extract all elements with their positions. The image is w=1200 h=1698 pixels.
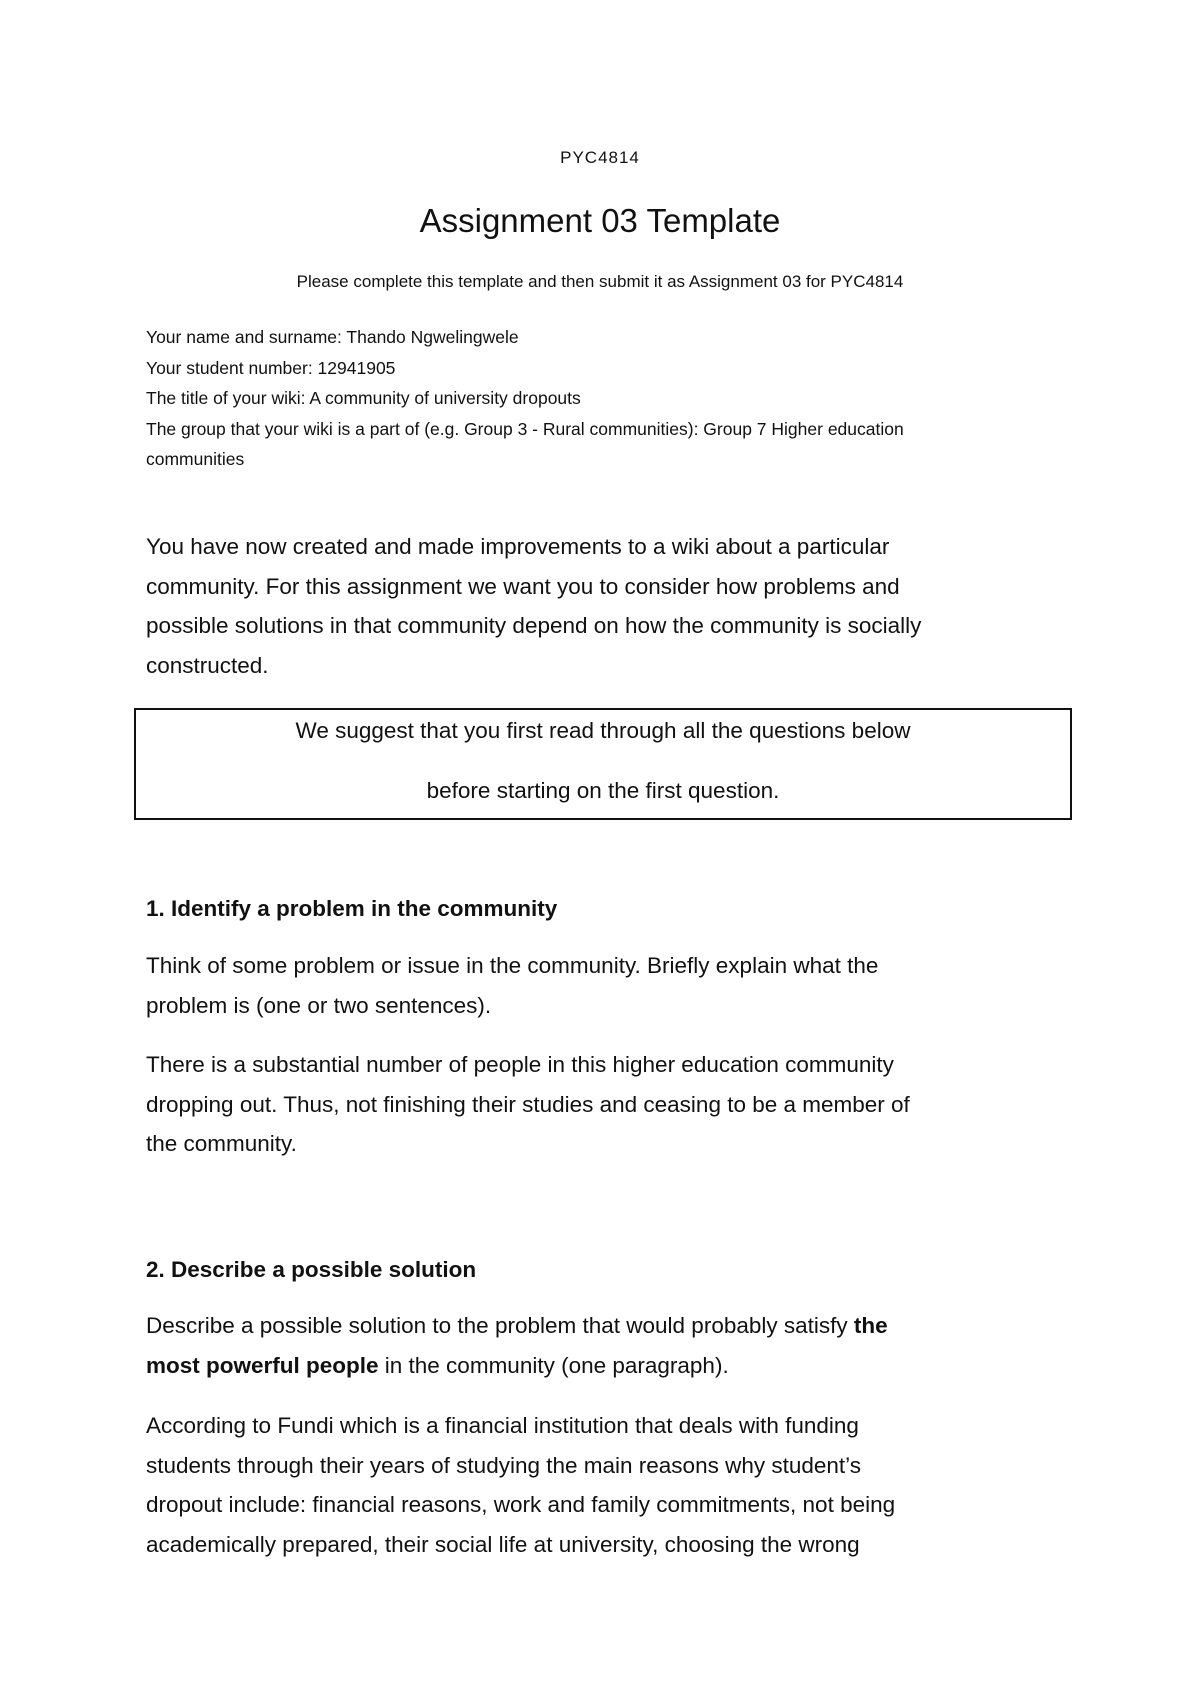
student-details — [146, 322, 1066, 475]
prompt-line: Think of some problem or issue in the community. Briefly explain what the — [146, 953, 879, 978]
name-line: Your name and surname: Thando Ngwelingwele — [146, 327, 519, 347]
prompt-line — [146, 1306, 1086, 1346]
intro-line: community. For this assignment we want you to consider how problems and — [146, 573, 900, 599]
answer-line: students through their years of studying the main reasons why student’s — [146, 1452, 861, 1478]
question-2-heading: 2. Describe a possible solution — [146, 1257, 477, 1282]
prompt-line: problem is (one or two sentences). — [146, 992, 492, 1018]
intro-paragraph — [146, 527, 1086, 685]
answer-line: There is a substantial number of people in this higher education community — [146, 1052, 894, 1077]
answer-line: academically prepared, their social life at university, choosing the wrong — [146, 1531, 860, 1557]
prompt-emphasis: the — [853, 1313, 888, 1338]
question-2-prompt — [146, 1306, 1086, 1385]
prompt-text: Describe a possible solution to the problem that would probably satisfy — [146, 1313, 854, 1338]
document-title: Assignment 03 Template — [419, 202, 781, 239]
intro-line: constructed. — [146, 652, 269, 678]
prompt-emphasis: most powerful people — [146, 1352, 379, 1378]
suggestion-line: before starting on the first question. — [426, 778, 780, 803]
question-1-prompt — [146, 946, 1086, 1025]
prompt-text: in the community (one paragraph). — [378, 1352, 729, 1378]
answer-line: dropping out. Thus, not finishing their studies and ceasing to be a member of — [146, 1091, 910, 1117]
answer-line: According to Fundi which is a financial institution that deals with funding — [146, 1413, 859, 1438]
question-2-answer — [146, 1406, 1086, 1564]
instruction-text: Please complete this template and then submit it as Assignment 03 for PYC4814 — [296, 272, 904, 291]
answer-line: dropout include: financial reasons, work and family commitments, not being — [146, 1492, 896, 1517]
question-1-heading: 1. Identify a problem in the community — [146, 896, 558, 921]
question-1-answer — [146, 1045, 1086, 1164]
answer-line: the community. — [146, 1131, 297, 1156]
student-number-line: Your student number: 12941905 — [146, 357, 396, 378]
wiki-title-line: The title of your wiki: A community of university dropouts — [146, 388, 581, 408]
intro-line: You have now created and made improvements to a wiki about a particular — [146, 534, 890, 559]
intro-line: possible solutions in that community depend on how the community is socially — [146, 613, 922, 638]
suggestion-line: We suggest that you first read through all the questions below — [295, 718, 911, 743]
suggestion-box — [134, 708, 1072, 820]
group-line-continued: communities — [146, 449, 245, 469]
prompt-line — [146, 1346, 1086, 1386]
course-code: PYC4814 — [560, 148, 640, 167]
group-line: The group that your wiki is a part of (e.g. Group 3 - Rural communities): Group 7 Higher education — [146, 418, 904, 439]
